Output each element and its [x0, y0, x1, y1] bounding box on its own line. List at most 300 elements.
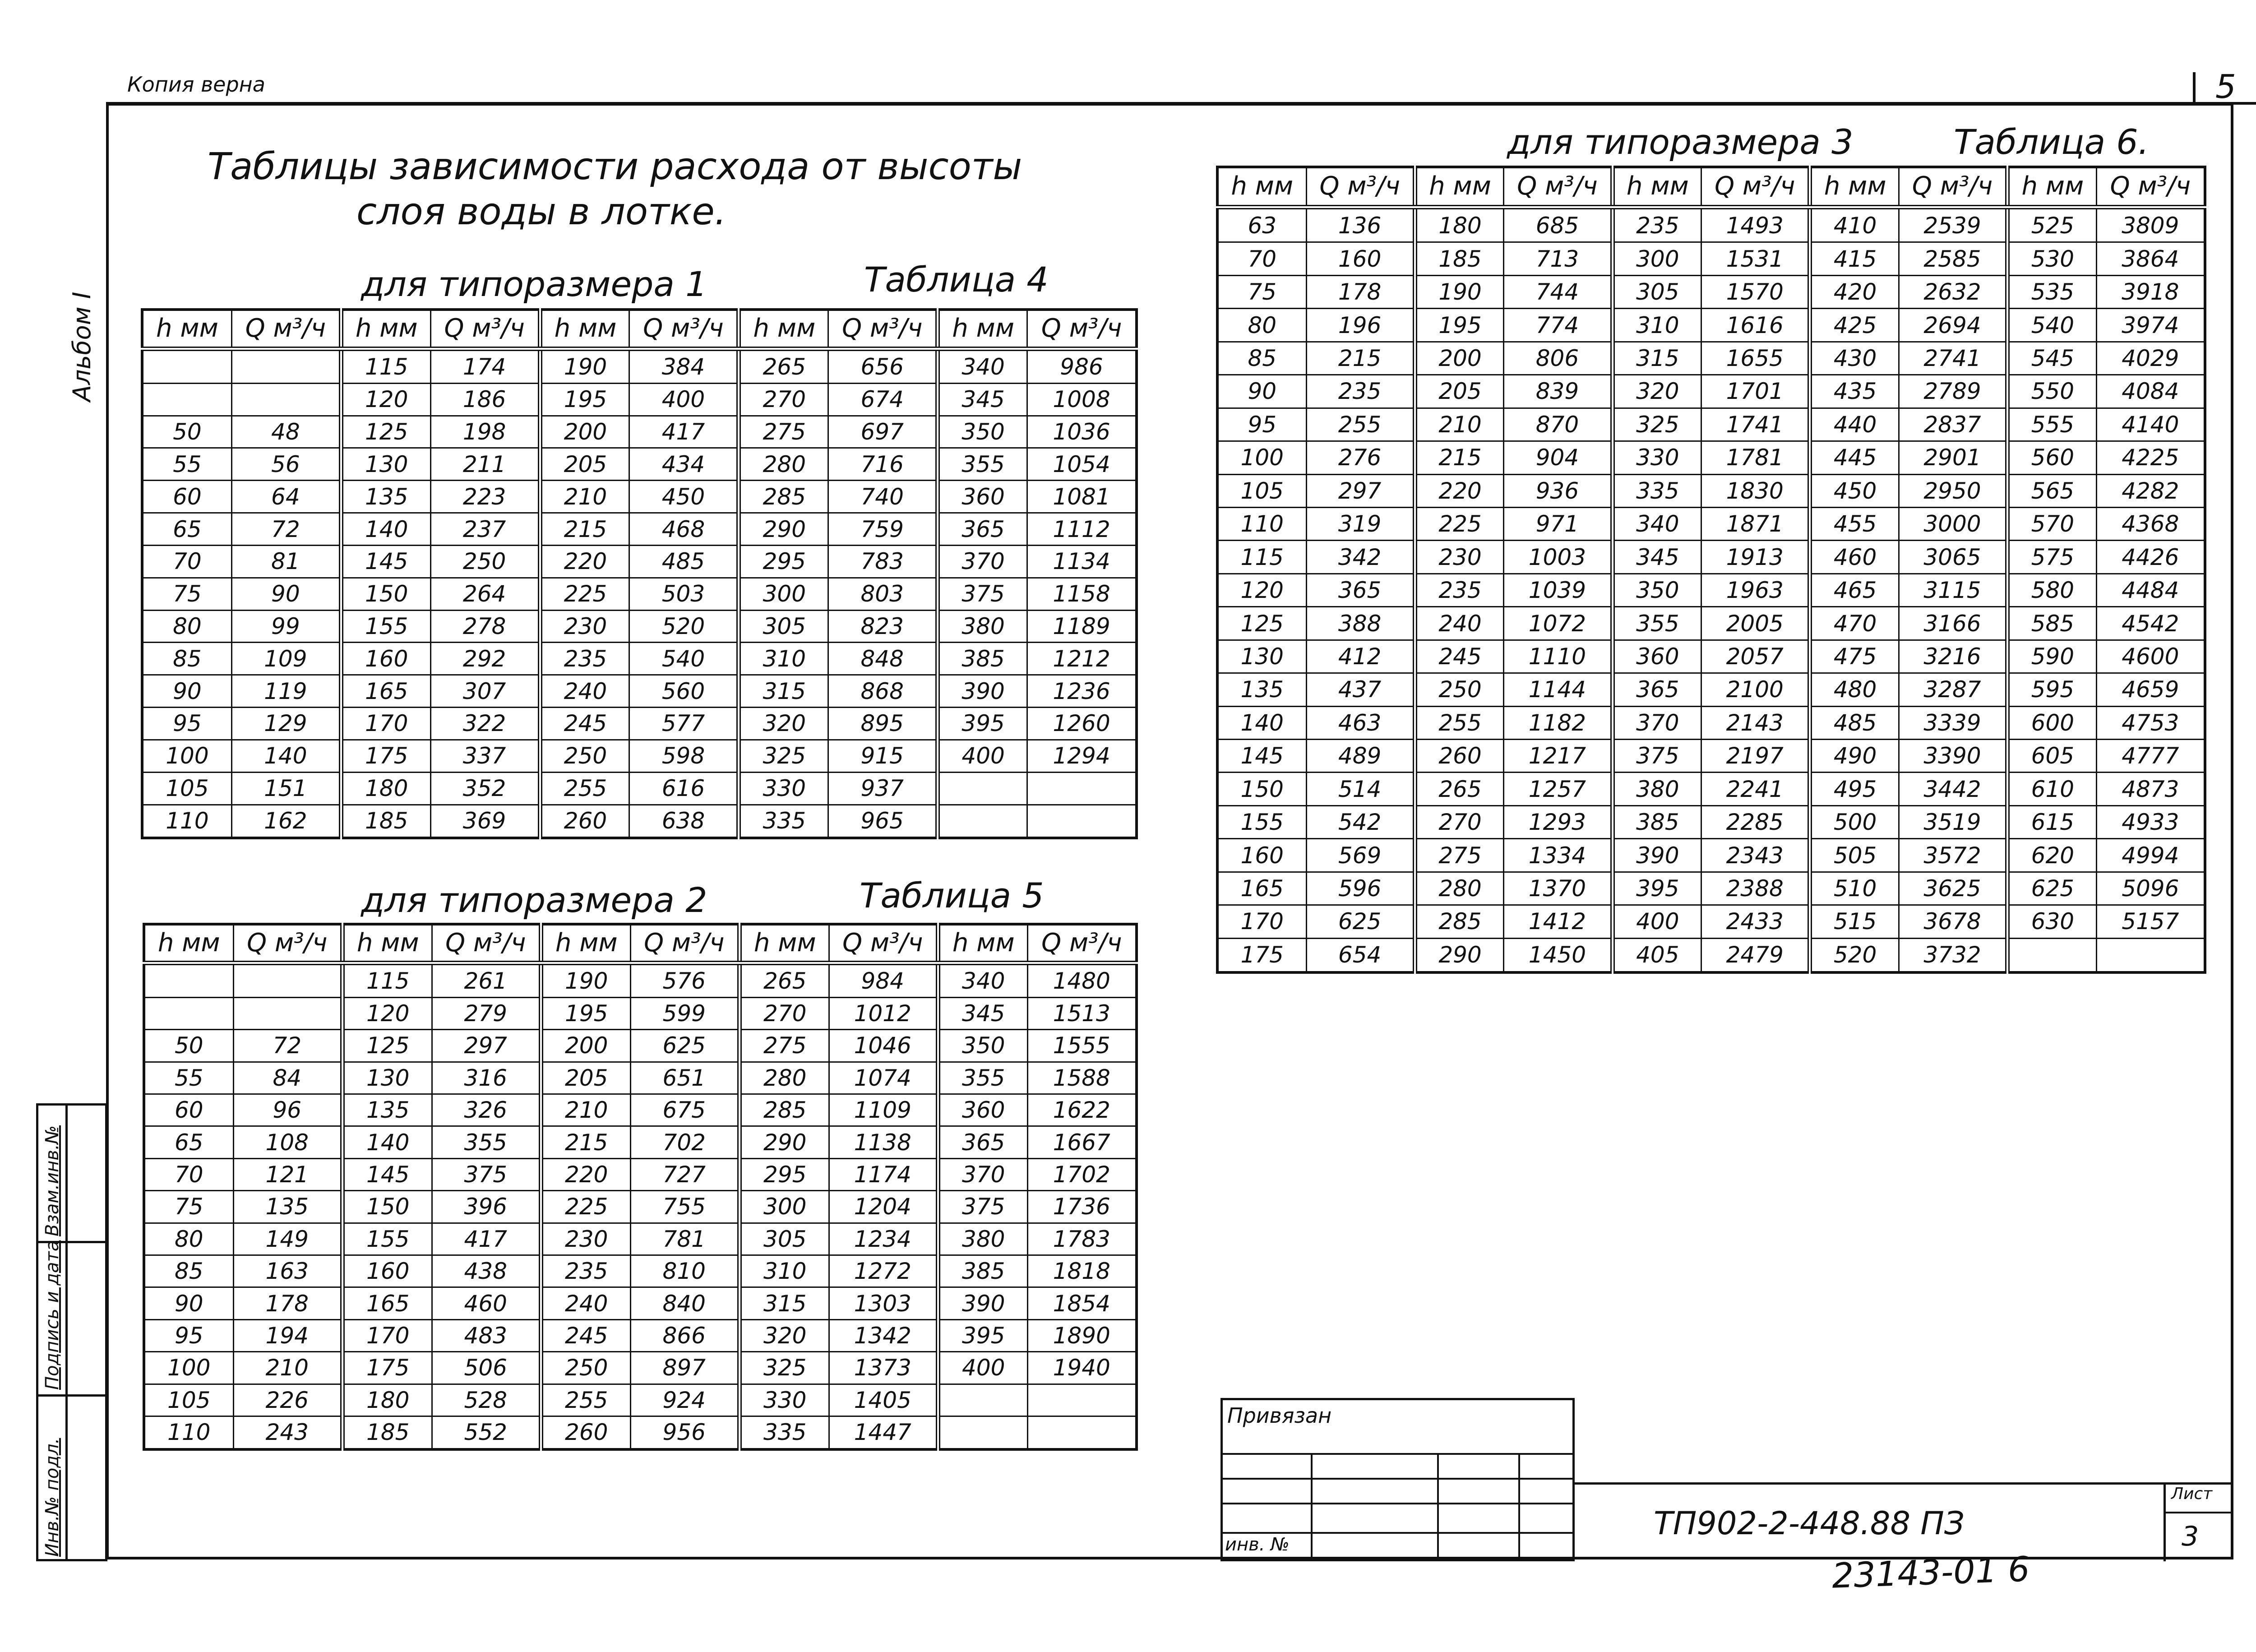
cell-flow: 528	[432, 1384, 541, 1416]
cell-height: 220	[541, 1158, 630, 1190]
cell-flow: 1204	[829, 1191, 938, 1223]
cell-height: 100	[142, 740, 231, 772]
table-row	[142, 481, 1137, 513]
cell-flow: 2479	[1701, 938, 1810, 972]
cell-height: 120	[1217, 574, 1306, 606]
cell-flow: 2539	[1899, 207, 2007, 242]
cell-flow: 355	[432, 1126, 541, 1158]
copy-note: Копия верна	[127, 72, 265, 97]
cell-height: 370	[1613, 706, 1701, 739]
cell-height: 215	[540, 513, 629, 546]
cell-height: 115	[341, 349, 430, 384]
cell-height: 335	[740, 1416, 829, 1449]
cell-height: 85	[1217, 342, 1306, 375]
cell-height: 320	[1613, 375, 1701, 408]
table-row	[1217, 309, 2205, 342]
cell-flow: 1054	[1027, 448, 1137, 481]
cell-flow: 237	[430, 513, 540, 546]
cell-height: 190	[541, 963, 630, 997]
cell-flow: 375	[432, 1158, 541, 1190]
cell-flow: 503	[629, 578, 739, 610]
album-label: Альбом I	[68, 292, 96, 402]
cell-flow: 675	[630, 1094, 740, 1126]
table-header-row	[142, 310, 1137, 349]
cell-flow: 178	[1306, 275, 1415, 308]
header-height: h мм	[540, 310, 629, 349]
cell-height: 380	[938, 1223, 1027, 1255]
tb-line	[1220, 1503, 1575, 1504]
cell-flow: 868	[828, 675, 938, 708]
cell-flow: 576	[630, 963, 740, 997]
table-row	[142, 610, 1137, 643]
cell-height: 275	[739, 416, 828, 448]
cell-height: 240	[541, 1287, 630, 1319]
copy-line	[106, 102, 2195, 104]
cell-height: 400	[938, 740, 1027, 772]
header-height: h мм	[740, 924, 829, 963]
cell-flow	[231, 383, 341, 416]
cell-flow: 971	[1504, 507, 1613, 540]
cell-height: 200	[540, 416, 629, 448]
cell-height: 555	[2007, 408, 2096, 441]
cell-height: 240	[1415, 607, 1504, 640]
cell-height: 295	[739, 545, 828, 578]
cell-flow: 2789	[1899, 375, 2007, 408]
cell-flow: 279	[432, 997, 541, 1029]
cell-flow: 215	[1306, 342, 1415, 375]
cell-height: 325	[1613, 408, 1701, 441]
table-row	[144, 1287, 1137, 1319]
cell-flow: 697	[828, 416, 938, 448]
cell-height: 570	[2007, 507, 2096, 540]
cell-height: 340	[938, 349, 1027, 384]
table-row	[1217, 773, 2205, 805]
header-flow: Q м³/ч	[1027, 924, 1137, 963]
cell-height: 340	[1613, 507, 1701, 540]
cell-flow: 1158	[1027, 578, 1137, 610]
tb-line	[1311, 1453, 1313, 1561]
cell-height: 385	[938, 1255, 1027, 1287]
cell-flow: 276	[1306, 441, 1415, 474]
header-flow: Q м³/ч	[1306, 167, 1415, 207]
cell-height: 110	[142, 805, 231, 838]
cell-flow: 108	[233, 1126, 342, 1158]
cell-flow: 337	[430, 740, 540, 772]
header-height: h мм	[739, 310, 828, 349]
cell-height: 255	[1415, 706, 1504, 739]
cell-flow: 72	[233, 1030, 342, 1062]
cell-height: 260	[541, 1416, 630, 1449]
cell-height: 280	[1415, 872, 1504, 905]
cell-height: 65	[144, 1126, 233, 1158]
cell-flow: 250	[430, 545, 540, 578]
cell-flow: 1257	[1504, 773, 1613, 805]
cell-height: 215	[1415, 441, 1504, 474]
cell-height: 260	[540, 805, 629, 838]
cell-flow: 1570	[1701, 275, 1810, 308]
cell-height: 80	[144, 1223, 233, 1255]
cell-height: 305	[739, 610, 828, 643]
cell-flow: 99	[231, 610, 341, 643]
cell-flow: 823	[828, 610, 938, 643]
cell-height: 105	[144, 1384, 233, 1416]
cell-flow: 638	[629, 805, 739, 838]
attached-label: Привязан	[1227, 1403, 1332, 1428]
cell-height: 190	[540, 349, 629, 384]
cell-height: 595	[2007, 673, 2096, 706]
cell-flow: 4600	[2096, 640, 2205, 673]
table-row	[142, 740, 1137, 772]
cell-flow: 651	[630, 1062, 740, 1094]
cell-flow: 417	[432, 1223, 541, 1255]
cell-height: 445	[1810, 441, 1899, 474]
table-row	[1217, 242, 2205, 275]
cell-height: 50	[142, 416, 231, 448]
cell-flow: 3339	[1899, 706, 2007, 739]
document-code: ТП902-2-448.88 ПЗ	[1654, 1505, 1965, 1542]
cell-height: 90	[1217, 375, 1306, 408]
tb-line	[1220, 1453, 1575, 1455]
cell-flow: 121	[233, 1158, 342, 1190]
header-height: h мм	[1217, 167, 1306, 207]
cell-height: 320	[740, 1319, 829, 1351]
cell-height: 145	[341, 545, 430, 578]
cell-height: 185	[1415, 242, 1504, 275]
cell-height: 115	[1217, 541, 1306, 574]
cell-flow: 755	[630, 1191, 740, 1223]
cell-flow: 727	[630, 1158, 740, 1190]
cell-height: 110	[1217, 507, 1306, 540]
cell-flow: 4873	[2096, 773, 2205, 805]
cell-height	[142, 383, 231, 416]
cell-flow: 72	[231, 513, 341, 546]
cell-flow: 1450	[1504, 938, 1613, 972]
cell-flow: 956	[630, 1416, 740, 1449]
cell-flow: 2741	[1899, 342, 2007, 375]
cell-flow: 417	[629, 416, 739, 448]
cell-flow: 625	[1306, 905, 1415, 938]
cell-height: 235	[540, 643, 629, 675]
cell-flow: 1781	[1701, 441, 1810, 474]
cell-height: 230	[1415, 541, 1504, 574]
cell-height: 270	[739, 383, 828, 416]
cell-height: 370	[938, 545, 1027, 578]
cell-height: 200	[541, 1030, 630, 1062]
table-row	[1217, 275, 2205, 308]
cell-height: 370	[938, 1158, 1027, 1190]
cell-flow: 384	[629, 349, 739, 384]
cell-height: 155	[1217, 805, 1306, 838]
cell-flow: 702	[630, 1126, 740, 1158]
cell-height: 390	[1613, 839, 1701, 872]
cell-height: 180	[341, 772, 430, 805]
cell-flow: 806	[1504, 342, 1613, 375]
cell-flow: 388	[1306, 607, 1415, 640]
cell-height: 140	[342, 1126, 432, 1158]
cell-height: 65	[142, 513, 231, 546]
cell-flow: 4933	[2096, 805, 2205, 838]
cell-height: 125	[1217, 607, 1306, 640]
cell-height: 560	[2007, 441, 2096, 474]
cell-flow: 4484	[2096, 574, 2205, 606]
title-line-2: слоя воды в лотке.	[356, 190, 726, 233]
tb-line	[1575, 1482, 2233, 1485]
table-row	[142, 805, 1137, 838]
cell-flow: 1480	[1027, 963, 1137, 997]
flow-table-5	[143, 923, 1138, 1451]
cell-height	[144, 997, 233, 1029]
cell-height: 310	[739, 643, 828, 675]
cell-flow: 1003	[1504, 541, 1613, 574]
cell-flow: 5157	[2096, 905, 2205, 938]
cell-flow	[233, 963, 342, 997]
cell-height: 210	[541, 1094, 630, 1126]
cell-height: 345	[1613, 541, 1701, 574]
cell-height: 175	[341, 740, 430, 772]
cell-flow: 163	[233, 1255, 342, 1287]
cell-height: 160	[1217, 839, 1306, 872]
cell-height: 345	[938, 383, 1027, 416]
header-height: h мм	[541, 924, 630, 963]
cell-height: 410	[1810, 207, 1899, 242]
table-row	[142, 545, 1137, 578]
cell-flow: 4282	[2096, 474, 2205, 507]
cell-height: 165	[1217, 872, 1306, 905]
table-row	[1217, 938, 2205, 972]
cell-height: 535	[2007, 275, 2096, 308]
cell-height: 180	[1415, 207, 1504, 242]
cell-height: 63	[1217, 207, 1306, 242]
table-row	[1217, 740, 2205, 773]
stamp-divider	[38, 1394, 105, 1397]
table-row	[144, 1416, 1137, 1449]
header-height: h мм	[144, 924, 233, 963]
cell-flow: 2632	[1899, 275, 2007, 308]
cell-flow: 3974	[2096, 309, 2205, 342]
cell-height: 150	[342, 1191, 432, 1223]
cell-flow: 90	[231, 578, 341, 610]
cell-flow	[2096, 938, 2205, 972]
table-row	[144, 1030, 1137, 1062]
cell-height: 400	[938, 1352, 1027, 1384]
cell-height	[144, 963, 233, 997]
cell-flow: 1871	[1701, 507, 1810, 540]
cell-flow: 598	[629, 740, 739, 772]
cell-height: 50	[144, 1030, 233, 1062]
cell-height: 480	[1810, 673, 1899, 706]
cell-flow: 1138	[829, 1126, 938, 1158]
cell-height: 360	[938, 481, 1027, 513]
cell-flow: 986	[1027, 349, 1137, 384]
cell-flow: 162	[231, 805, 341, 838]
cell-height: 380	[938, 610, 1027, 643]
cell-flow: 319	[1306, 507, 1415, 540]
cell-height: 225	[541, 1191, 630, 1223]
cell-flow: 1046	[829, 1030, 938, 1062]
cell-height: 230	[541, 1223, 630, 1255]
cell-flow: 936	[1504, 474, 1613, 507]
flow-table-6	[1216, 166, 2206, 974]
cell-flow: 1701	[1701, 375, 1810, 408]
cell-flow: 211	[430, 448, 540, 481]
cell-height: 335	[739, 805, 828, 838]
cell-flow: 984	[829, 963, 938, 997]
cell-height: 90	[144, 1287, 233, 1319]
cell-flow: 3864	[2096, 242, 2205, 275]
cell-flow: 4426	[2096, 541, 2205, 574]
cell-height: 395	[938, 708, 1027, 740]
cell-height: 610	[2007, 773, 2096, 805]
cell-height: 95	[142, 708, 231, 740]
cell-height: 300	[740, 1191, 829, 1223]
cell-height: 430	[1810, 342, 1899, 375]
table-row	[144, 1255, 1137, 1287]
cell-flow: 540	[629, 643, 739, 675]
table-row	[142, 349, 1137, 384]
stamp-divider	[65, 1106, 68, 1559]
cell-height: 200	[1415, 342, 1504, 375]
cell-flow: 1112	[1027, 513, 1137, 546]
cell-height: 245	[1415, 640, 1504, 673]
cell-height: 95	[1217, 408, 1306, 441]
cell-height: 350	[938, 416, 1027, 448]
cell-flow: 136	[1306, 207, 1415, 242]
cell-height: 285	[1415, 905, 1504, 938]
cell-flow: 1783	[1027, 1223, 1137, 1255]
cell-flow: 129	[231, 708, 341, 740]
cell-height: 85	[144, 1255, 233, 1287]
cell-flow: 840	[630, 1287, 740, 1319]
sheet-label: Лист	[2171, 1485, 2213, 1503]
table-row	[1217, 607, 2205, 640]
stamp-vzam-inv: Взам.инв.№	[42, 1125, 63, 1236]
cell-flow: 2241	[1701, 773, 1810, 805]
cell-height: 245	[540, 708, 629, 740]
cell-height: 420	[1810, 275, 1899, 308]
cell-height: 190	[1415, 275, 1504, 308]
cell-flow: 1334	[1504, 839, 1613, 872]
cell-height: 290	[1415, 938, 1504, 972]
cell-flow: 396	[432, 1191, 541, 1223]
cell-height: 275	[1415, 839, 1504, 872]
cell-flow: 924	[630, 1384, 740, 1416]
cell-flow: 1940	[1027, 1352, 1137, 1384]
cell-height: 290	[740, 1126, 829, 1158]
cell-flow: 1039	[1504, 574, 1613, 606]
cell-flow	[1027, 772, 1137, 805]
cell-flow: 1144	[1504, 673, 1613, 706]
cell-flow: 194	[233, 1319, 342, 1351]
table-row	[1217, 541, 2205, 574]
table-4-label: Таблица 4	[864, 259, 1049, 300]
cell-flow: 506	[432, 1352, 541, 1384]
cell-height: 575	[2007, 541, 2096, 574]
cell-height: 325	[740, 1352, 829, 1384]
cell-height: 375	[938, 578, 1027, 610]
cell-flow: 1212	[1027, 643, 1137, 675]
cell-height: 135	[341, 481, 430, 513]
cell-height: 195	[540, 383, 629, 416]
cell-flow: 1260	[1027, 708, 1137, 740]
cell-height: 175	[342, 1352, 432, 1384]
cell-flow: 3000	[1899, 507, 2007, 540]
cell-height: 255	[541, 1384, 630, 1416]
cell-flow: 1234	[829, 1223, 938, 1255]
cell-height	[938, 805, 1027, 838]
cell-flow: 897	[630, 1352, 740, 1384]
cell-height: 360	[938, 1094, 1027, 1126]
cell-flow: 1008	[1027, 383, 1137, 416]
cell-flow: 2057	[1701, 640, 1810, 673]
cell-flow: 685	[1504, 207, 1613, 242]
table-6-label: Таблица 6.	[1954, 122, 2149, 162]
cell-height: 250	[541, 1352, 630, 1384]
cell-flow: 1236	[1027, 675, 1137, 708]
stamp-signature-date: Подпись и дата	[42, 1240, 63, 1390]
cell-height: 195	[1415, 309, 1504, 342]
cell-flow: 352	[430, 772, 540, 805]
cell-flow: 625	[630, 1030, 740, 1062]
cell-flow: 84	[233, 1062, 342, 1094]
cell-height: 310	[740, 1255, 829, 1287]
cell-flow: 1370	[1504, 872, 1613, 905]
cell-height: 80	[142, 610, 231, 643]
table-row	[142, 708, 1137, 740]
cell-flow: 255	[1306, 408, 1415, 441]
cell-height: 450	[1810, 474, 1899, 507]
cell-flow: 1531	[1701, 242, 1810, 275]
cell-height	[142, 349, 231, 384]
cell-flow: 489	[1306, 740, 1415, 773]
header-flow: Q м³/ч	[829, 924, 938, 963]
header-flow: Q м³/ч	[432, 924, 541, 963]
cell-flow: 1182	[1504, 706, 1613, 739]
cell-flow: 3519	[1899, 805, 2007, 838]
cell-height: 70	[144, 1158, 233, 1190]
cell-flow: 577	[629, 708, 739, 740]
cell-flow	[231, 349, 341, 384]
cell-height: 110	[144, 1416, 233, 1449]
cell-flow: 2694	[1899, 309, 2007, 342]
cell-flow: 870	[1504, 408, 1613, 441]
cell-flow: 365	[1306, 574, 1415, 606]
table-row	[142, 643, 1137, 675]
cell-flow: 400	[629, 383, 739, 416]
cell-height: 105	[1217, 474, 1306, 507]
cell-flow: 915	[828, 740, 938, 772]
cell-height: 385	[938, 643, 1027, 675]
table-row	[1217, 640, 2205, 673]
header-flow: Q м³/ч	[828, 310, 938, 349]
cell-flow: 235	[1306, 375, 1415, 408]
cell-height: 155	[341, 610, 430, 643]
cell-flow: 2285	[1701, 805, 1810, 838]
cell-flow: 1588	[1027, 1062, 1137, 1094]
cell-flow: 744	[1504, 275, 1613, 308]
cell-flow: 3166	[1899, 607, 2007, 640]
cell-flow: 1854	[1027, 1287, 1137, 1319]
cell-height: 55	[144, 1062, 233, 1094]
cell-flow: 210	[233, 1352, 342, 1384]
cell-flow: 109	[231, 643, 341, 675]
table-row	[1217, 441, 2205, 474]
cell-height: 505	[1810, 839, 1899, 872]
cell-height: 205	[541, 1062, 630, 1094]
cell-height: 590	[2007, 640, 2096, 673]
cell-flow: 1189	[1027, 610, 1137, 643]
cell-height: 220	[540, 545, 629, 578]
cell-height: 100	[1217, 441, 1306, 474]
